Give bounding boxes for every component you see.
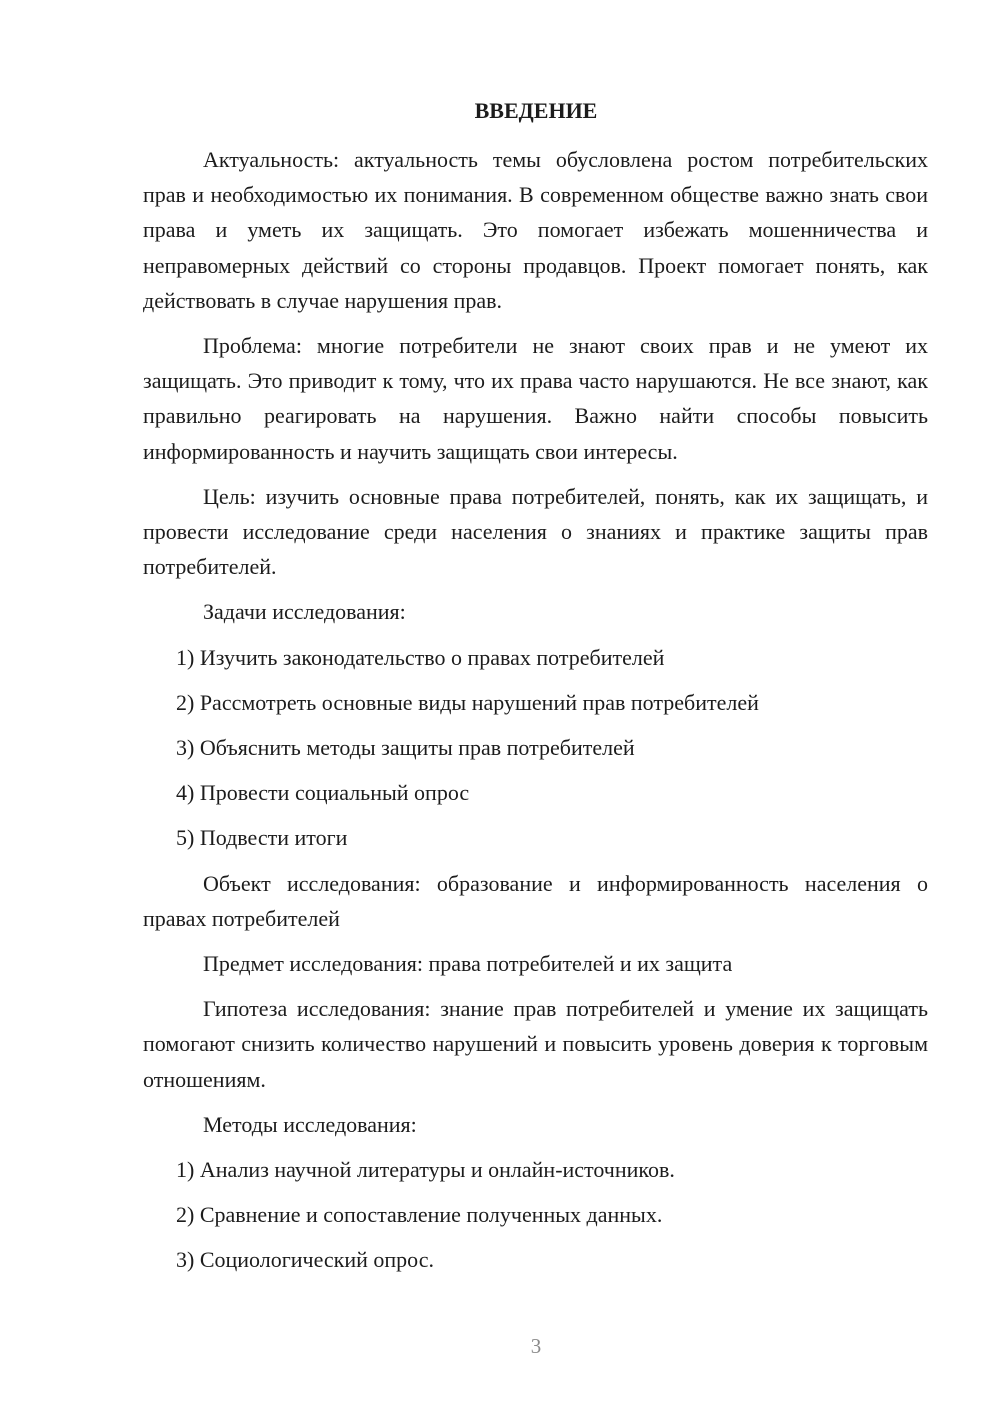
tasks-heading: Задачи исследования:: [203, 599, 406, 625]
task-item: 1) Изучить законодательство о правах потребителей: [176, 644, 665, 670]
task-item: 2) Рассмотреть основные виды нарушений прав потребителей: [176, 689, 759, 715]
problem-paragraph: Проблема: многие потребители не знают своих прав и не умеют их защищать. Это приводит к тому, что их права часто нарушаются. Не все знают, как правильно реагировать на нарушения. Важно найти способы повысить информированность и научить защищать свои интересы.: [143, 333, 928, 464]
hypothesis-paragraph: Гипотеза исследования: знание прав потребителей и умение их защищать помогают снизить количество нарушений и повысить уровень доверия к торговым отношениям.: [143, 996, 928, 1092]
relevance-paragraph: Актуальность: актуальность темы обусловлена ростом потребительских прав и необходимостью их понимания. В современном обществе важно знать свои права и уметь их защищать. Это помогает избежать мошенничества и неправомерных действий со стороны продавцов. Проект помогает понять, как действовать в случае нарушения прав.: [143, 147, 928, 313]
method-item: 1) Анализ научной литературы и онлайн-источников.: [176, 1157, 675, 1183]
document-body: [143, 142, 928, 1288]
page-title: ВВЕДЕНИЕ: [474, 98, 598, 123]
method-item: 2) Сравнение и сопоставление полученных данных.: [176, 1202, 663, 1228]
subject-paragraph: Предмет исследования: права потребителей и их защита: [203, 951, 733, 977]
task-item: 4) Провести социальный опрос: [176, 780, 470, 806]
object-paragraph: Объект исследования: образование и информированность населения о правах потребителей: [143, 870, 928, 931]
page-number: 3: [530, 1334, 542, 1358]
task-item: 3) Объяснить методы защиты прав потребителей: [176, 735, 635, 761]
goal-paragraph: Цель: изучить основные права потребителей, понять, как их защищать, и провести исследование среди населения о знаниях и практике защиты прав потребителей.: [143, 483, 928, 580]
methods-heading: Методы исследования:: [203, 1111, 417, 1137]
method-item: 3) Социологический опрос.: [176, 1247, 434, 1273]
task-item: 5) Подвести итоги: [176, 825, 348, 851]
